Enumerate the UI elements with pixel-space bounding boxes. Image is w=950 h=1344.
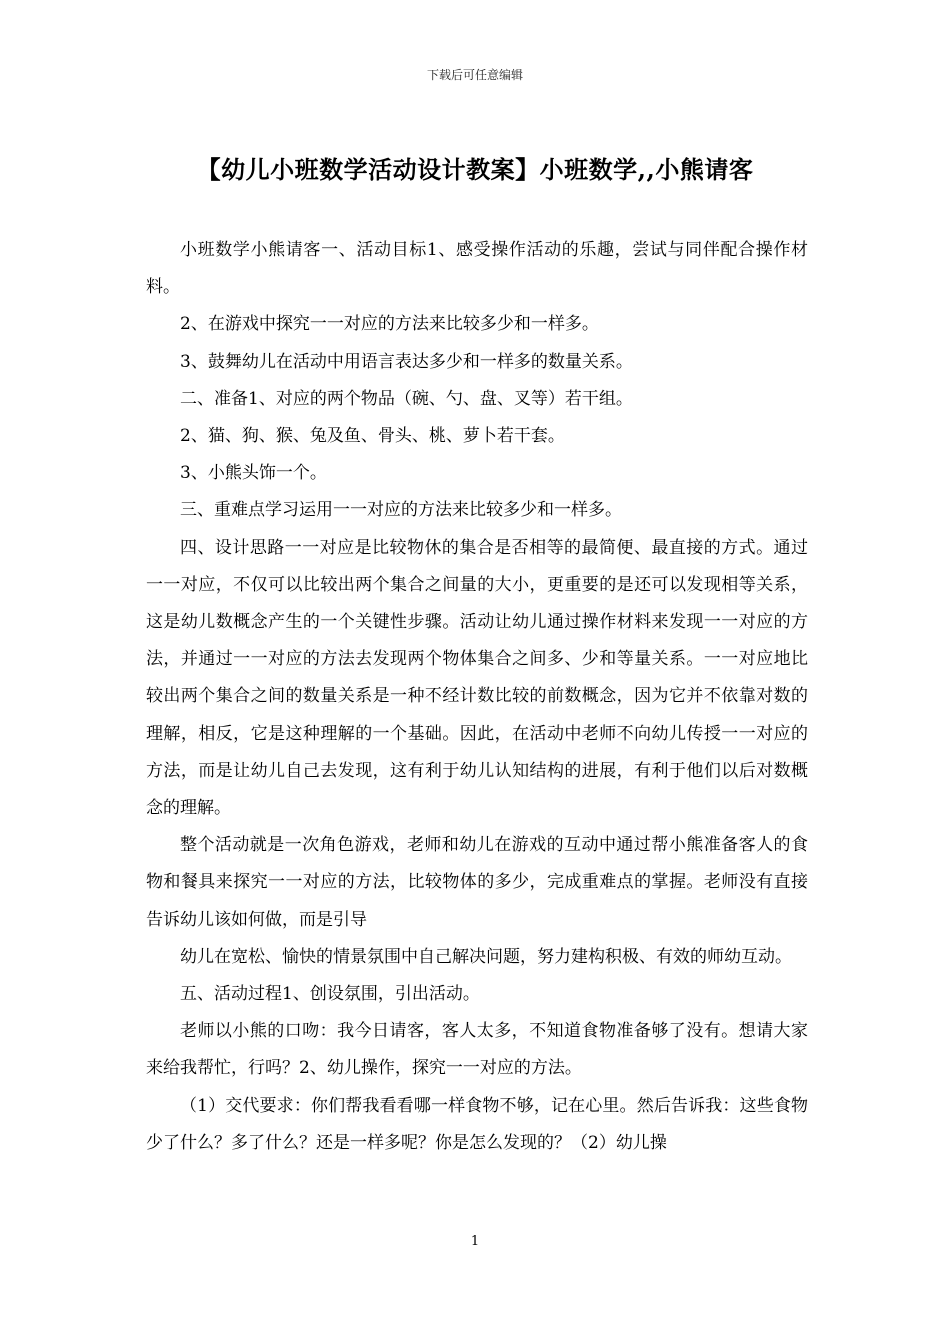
paragraph: 小班数学小熊请客一、活动目标1、感受操作活动的乐趣，尝试与同伴配合操作材料。 <box>146 240 808 298</box>
paragraph: 老师以小熊的口吻：我今日请客，客人太多，不知道食物准备够了没有。想请大家来给我帮忙，行吗？2、幼儿操作，探究一一对应的方法。 <box>146 1021 808 1079</box>
page-number: 1 <box>470 1234 480 1249</box>
paragraph: 三、重难点学习运用一一对应的方法来比较多少和一样多。 <box>180 500 622 521</box>
document-title: 【幼儿小班数学活动设计教案】小班数学,,小熊请客 <box>196 155 754 184</box>
paragraph: 二、准备1、对应的两个物品（碗、勺、盘、叉等）若干组。 <box>180 388 633 409</box>
paragraph: 3、鼓舞幼儿在活动中用语言表达多少和一样多的数量关系。 <box>180 351 633 372</box>
paragraph: 2、在游戏中探究一一对应的方法来比较多少和一样多。 <box>180 314 599 335</box>
document-body <box>146 232 808 1162</box>
paragraph: 2、猫、狗、猴、兔及鱼、骨头、桃、萝卜若干套。 <box>180 426 565 447</box>
paragraph: 幼儿在宽松、愉快的情景氛围中自己解决问题，努力建构积极、有效的师幼互动。 <box>180 946 792 967</box>
paragraph: 整个活动就是一次角色游戏，老师和幼儿在游戏的互动中通过帮小熊准备客人的食物和餐具来探究一一对应的方法，比较物体的多少，完成重难点的掌握。老师没有直接告诉幼儿该如何做，而是引导 <box>146 835 808 930</box>
page-header: 下载后可任意编辑 <box>426 68 523 82</box>
paragraph: （1）交代要求：你们帮我看看哪一样食物不够，记在心里。然后告诉我：这些食物少了什么？多了什么？还是一样多呢？你是怎么发现的？（2）幼儿操 <box>146 1095 808 1153</box>
paragraph: 3、小熊头饰一个。 <box>180 463 327 484</box>
paragraph: 四、设计思路一一对应是比较物休的集合是否相等的最简便、最直接的方式。通过一一对应，不仅可以比较出两个集合之间量的大小，更重要的是还可以发现相等关系，这是幼儿数概念产生的一个关键性步骤。活动让幼儿通过操作材料来发现一一对应的方法，并通过一一对应的方法去发现两个物体集合之间多、少和等量关系。一一对应地比较出两个集合之间的数量关系是一种不经计数比较的前数概念，因为它并不依靠对数的理解，相反，它是这种理解的一个基础。因此，在活动中老师不向幼儿传授一一对应的方法，而是让幼儿自己去发现，这有利于幼儿认知结构的进展，有利于他们以后对数概念的理解。 <box>146 537 808 819</box>
paragraph: 五、活动过程1、创设氛围，引出活动。 <box>180 984 480 1005</box>
